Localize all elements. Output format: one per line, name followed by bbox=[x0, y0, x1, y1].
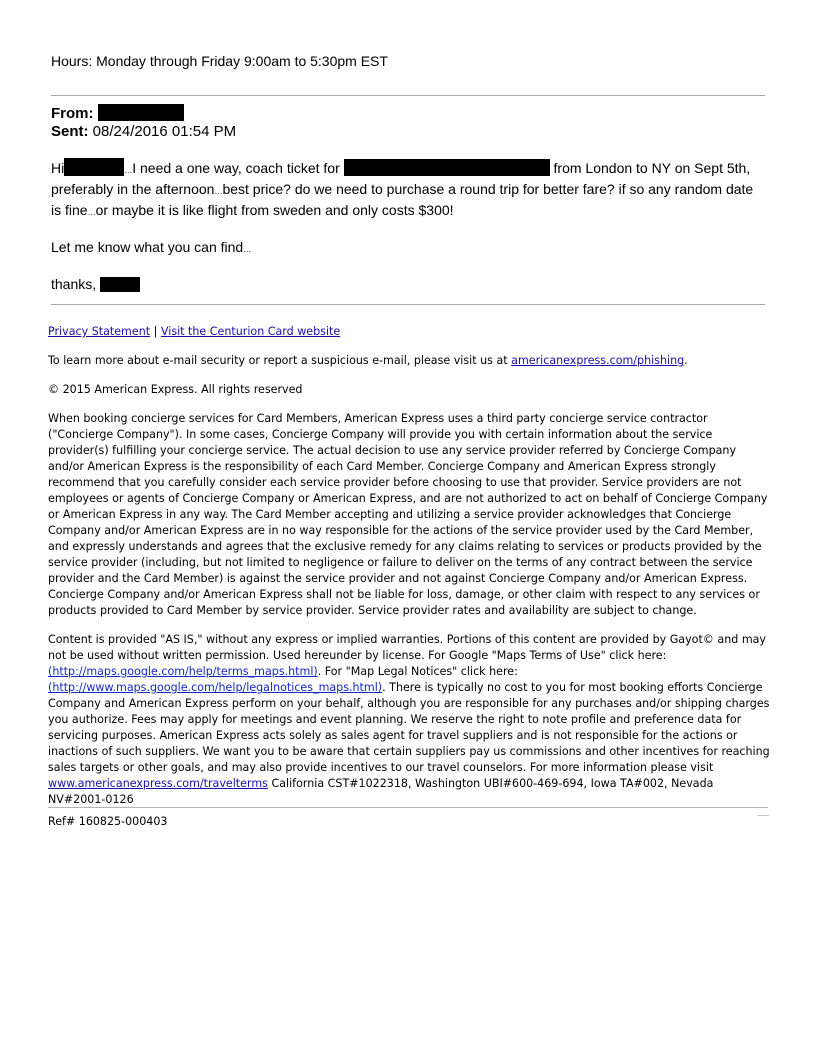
greeting: Hi bbox=[51, 160, 65, 176]
ellipsis: … bbox=[87, 208, 96, 217]
sent-line bbox=[51, 123, 236, 141]
redacted-traveler bbox=[344, 159, 550, 176]
content-disclaimer bbox=[48, 632, 770, 808]
privacy-statement-link[interactable]: Privacy Statement bbox=[48, 325, 151, 338]
maps-terms-link[interactable]: (http://maps.google.com/help/terms_maps.html) bbox=[48, 665, 318, 678]
message-paragraph bbox=[51, 158, 765, 222]
license-numbers: California CST#1022318, Washington UBI#600-469-694, Iowa TA#002, Nevada NV#2001-0126 bbox=[48, 777, 714, 806]
message-paragraph bbox=[51, 238, 765, 259]
message-text: from London to NY on Sept 5th, preferably in the afternoon bbox=[51, 160, 751, 197]
footer bbox=[48, 324, 770, 808]
link-separator: | bbox=[153, 325, 158, 338]
period: . bbox=[684, 354, 688, 367]
security-text: To learn more about e-mail security or report a suspicious e-mail, please visit us at bbox=[48, 354, 508, 367]
message-text: Let me know what you can find bbox=[51, 239, 244, 255]
disclaimer-text: . There is typically no cost to you for most booking efforts Concierge Company and American Express perform on your behalf, although you are responsible for any purchases and/or shipping charges you authorize. Fees may apply for meetings and event planning. We reserve the right to note profile and preference data for servicing purposes. American Express acts solely as sales agent for travel suppliers and is not responsible for the actions or inactions of such suppliers. We want you to be aware that certain suppliers pay us commissions and other incentives for reaching sales targets or other goals, and may also provide incentives to our travel counselors. For more information please visit bbox=[48, 681, 770, 774]
security-notice bbox=[48, 353, 770, 369]
sent-value: 08/24/2016 01:54 PM bbox=[92, 123, 237, 140]
from-label: From: bbox=[51, 105, 94, 122]
thanks-text: thanks, bbox=[51, 276, 97, 292]
sent-label: Sent: bbox=[51, 123, 89, 140]
message-text: or maybe it is like flight from sweden and only costs $300! bbox=[95, 202, 454, 218]
disclaimer-text: . For "Map Legal Notices" click here: bbox=[317, 665, 518, 678]
copyright: © 2015 American Express. All rights reserved bbox=[48, 383, 303, 396]
divider bbox=[51, 304, 765, 305]
email-header bbox=[51, 104, 236, 141]
centurion-card-link[interactable]: Visit the Centurion Card website bbox=[160, 325, 341, 338]
redacted-name bbox=[64, 158, 124, 176]
maps-legal-link[interactable]: (http://www.maps.google.com/help/legalnotices_maps.html) bbox=[48, 681, 383, 694]
ellipsis: … bbox=[243, 245, 252, 254]
message-body bbox=[51, 158, 765, 293]
disclaimer-text: Content is provided "AS IS," without any express or implied warranties. Portions of this content are provided by Gayot© and may not be used without written permission. Used hereunder by license. For Google "Maps Terms of Use" click here: bbox=[48, 633, 766, 662]
redacted-sender bbox=[98, 104, 184, 121]
redacted-signature bbox=[100, 277, 140, 292]
travelterms-link[interactable]: www.americanexpress.com/travelterms bbox=[48, 777, 268, 790]
signoff bbox=[51, 275, 765, 293]
divider bbox=[51, 95, 765, 96]
divider-fragment bbox=[757, 815, 769, 816]
reference-number: Ref# 160825-000403 bbox=[48, 815, 168, 828]
from-line bbox=[51, 104, 236, 123]
ellipsis: … bbox=[214, 187, 223, 196]
message-text: I need a one way, coach ticket for bbox=[132, 160, 340, 176]
footer-links bbox=[48, 324, 770, 340]
divider bbox=[48, 807, 768, 808]
message-text: best price? do we need to purchase a round trip for better fare? if so any random date is fine bbox=[51, 181, 754, 218]
phishing-link[interactable]: americanexpress.com/phishing bbox=[511, 354, 685, 367]
hours-text: Hours: Monday through Friday 9:00am to 5:30pm EST bbox=[51, 53, 388, 69]
ellipsis: … bbox=[124, 166, 133, 175]
concierge-disclaimer: When booking concierge services for Card Members, American Express uses a third party concierge service contractor ("Concierge Company"). In some cases, Concierge Company will provide you with certain information about the service provider(s) fulfilling your concierge service. The actual decision to use any service provider referred by Concierge Company and/or American Express is the responsibility of each Card Member. Concierge Company and American Express strongly recommend that you carefully consider each service provider before choosing to use that provider. Service providers are not employees or agents of Concierge Company or American Express, and are not authorized to act on behalf of Concierge Company or American Express in any way. The Card Member accepting and utilizing a service provider acknowledges that Concierge Company and/or American Express are in no way responsible for the actions of the service provider used by the Card Member, and expressly understands and agrees that the exclusive remedy for any claims relating to services or products provided by the service provider (including, but not limited to negligence or failure to deliver on the terms of any contract between the service provider and the Card Member) is against the service provider and not against Concierge Company and/or American Express. Concierge Company and/or American Express shall not be liable for loss, damage, or other claim with respect to any services or products provided to Card Member by service provider. Service provider rates and availability are subject to change. bbox=[48, 412, 768, 617]
